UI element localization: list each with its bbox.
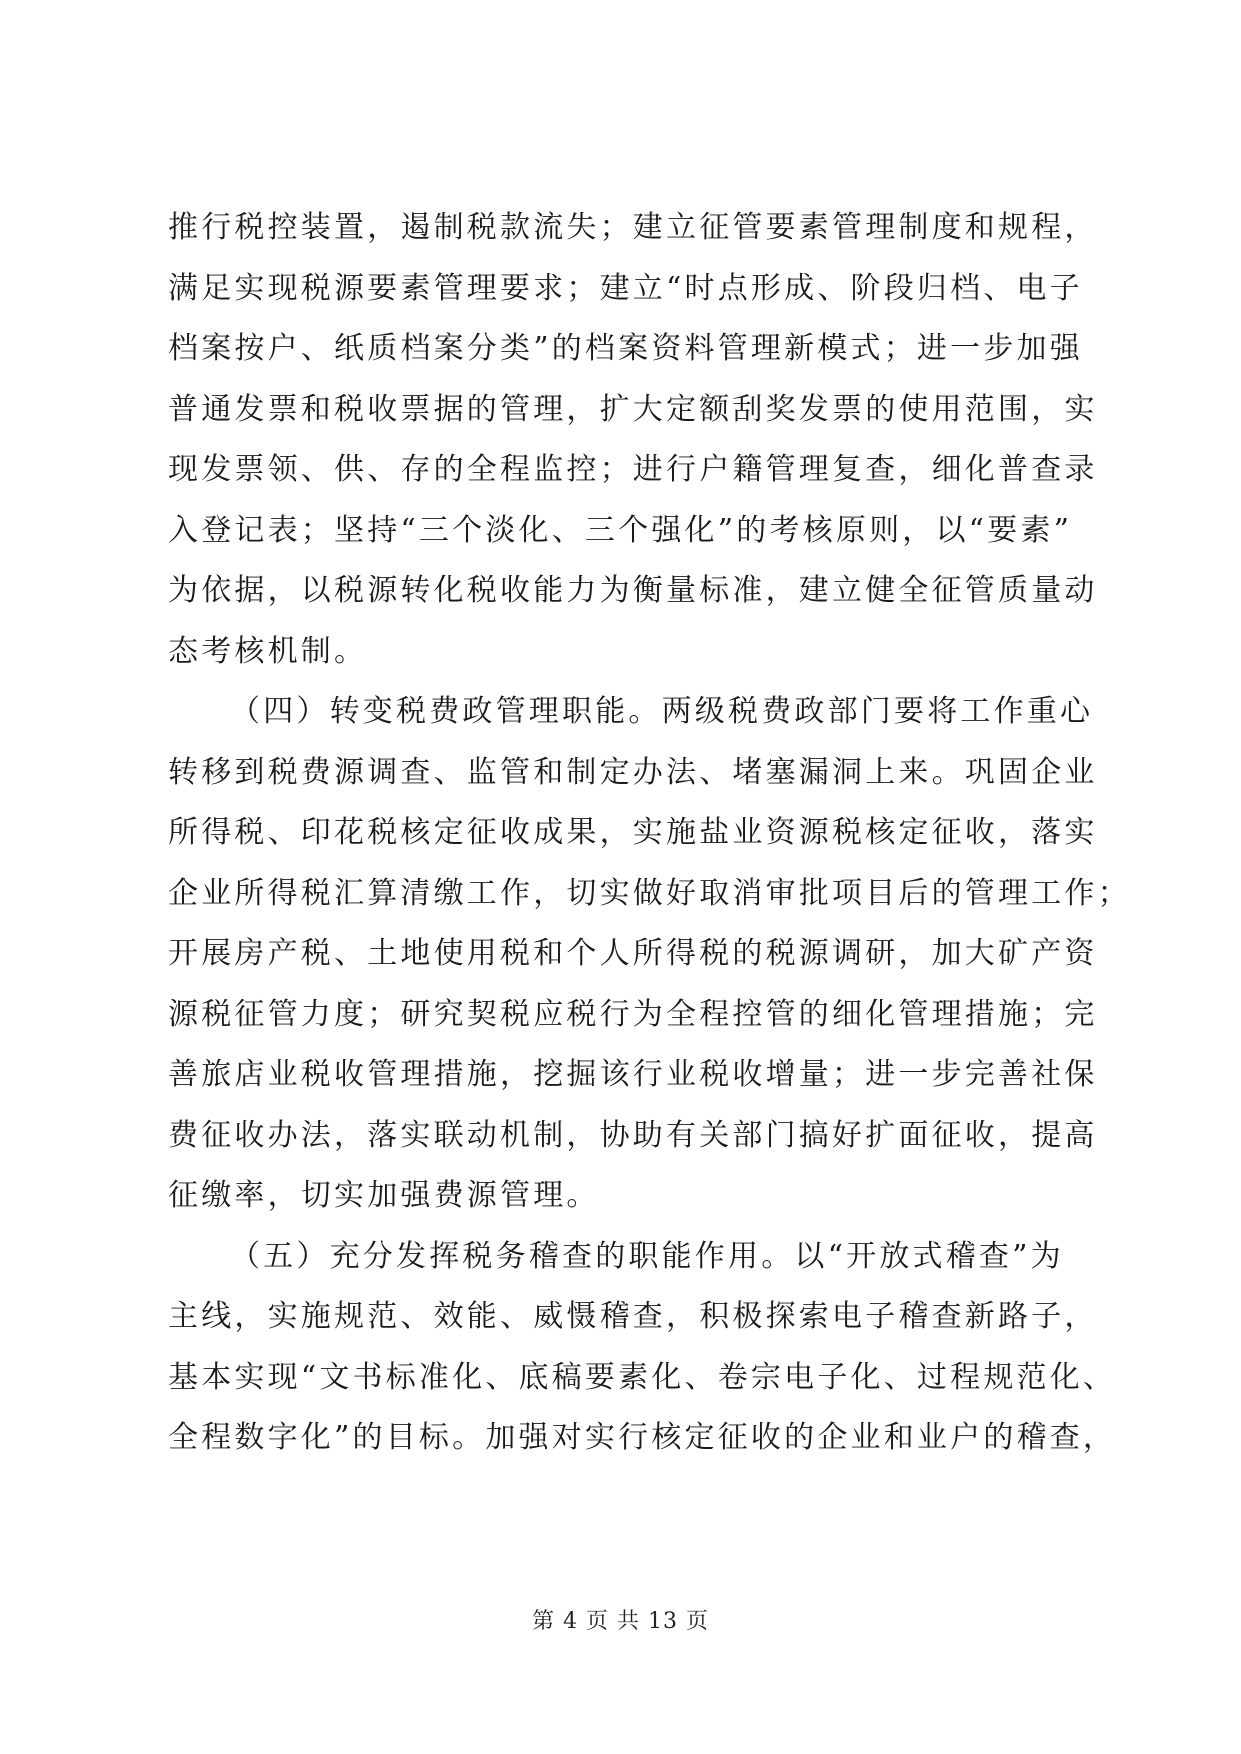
text-line: 基本实现“文书标准化、底稿要素化、卷宗电子化、过程规范化、: [168, 1359, 1117, 1395]
text-line: 征缴率，切实加强费源管理。: [168, 1178, 600, 1213]
text-line: 主线，实施规范、效能、威慑稽查，积极探索电子稽查新路子，: [168, 1299, 1098, 1334]
text-line: 普通发票和税收票据的管理，扩大定额刮奖发票的使用范围，实: [168, 391, 1098, 427]
text-line: 善旅店业税收管理措施，挖掘该行业税收增量；进一步完善社保: [168, 1057, 1098, 1092]
paragraph-heading-line: （四）转变税费政管理职能。两级税费政部门要将工作重心: [230, 694, 1094, 729]
text-line: 态考核机制。: [168, 633, 368, 669]
text-line: 为依据，以税源转化税收能力为衡量标准，建立健全征管质量动: [168, 573, 1098, 608]
text-line: 开展房产税、土地使用税和个人所得税的税源调研，加大矿产资: [168, 936, 1098, 971]
text-line: 档案按户、纸质档案分类”的档案资料管理新模式；进一步加强: [168, 331, 1083, 366]
text-line: 源税征管力度；研究契税应税行为全程控管的细化管理措施；完: [168, 996, 1098, 1032]
text-line: 企业所得税汇算清缴工作，切实做好取消审批项目后的管理工作；: [168, 875, 1131, 911]
text-line: 全程数字化”的目标。加强对实行核定征收的企业和业户的稽查，: [168, 1420, 1117, 1455]
text-line: 费征收办法，落实联动机制，协助有关部门搞好扩面征收，提高: [168, 1117, 1098, 1153]
text-line: 满足实现税源要素管理要求；建立“时点形成、阶段归档、电子: [168, 270, 1083, 306]
text-line: 推行税控装置，遏制税款流失；建立征管要素管理制度和规程，: [168, 210, 1098, 245]
page-number-footer: 第 4 页 共 13 页: [532, 1609, 709, 1634]
text-line: 入登记表；坚持“三个淡化、三个强化”的考核原则，以“要素”: [168, 512, 1073, 548]
text-line: 现发票领、供、存的全程监控；进行户籍管理复查，细化普查录: [168, 452, 1098, 487]
paragraph-heading-line: （五）充分发挥税务稽查的职能作用。以“开放式稽查”为: [230, 1238, 1064, 1274]
body-text: [168, 198, 1131, 1469]
text-line: 所得税、印花税核定征收成果，实施盐业资源税核定征收，落实: [168, 815, 1098, 850]
text-line: 转移到税费源调查、监管和制定办法、堵塞漏洞上来。巩固企业: [168, 754, 1098, 790]
